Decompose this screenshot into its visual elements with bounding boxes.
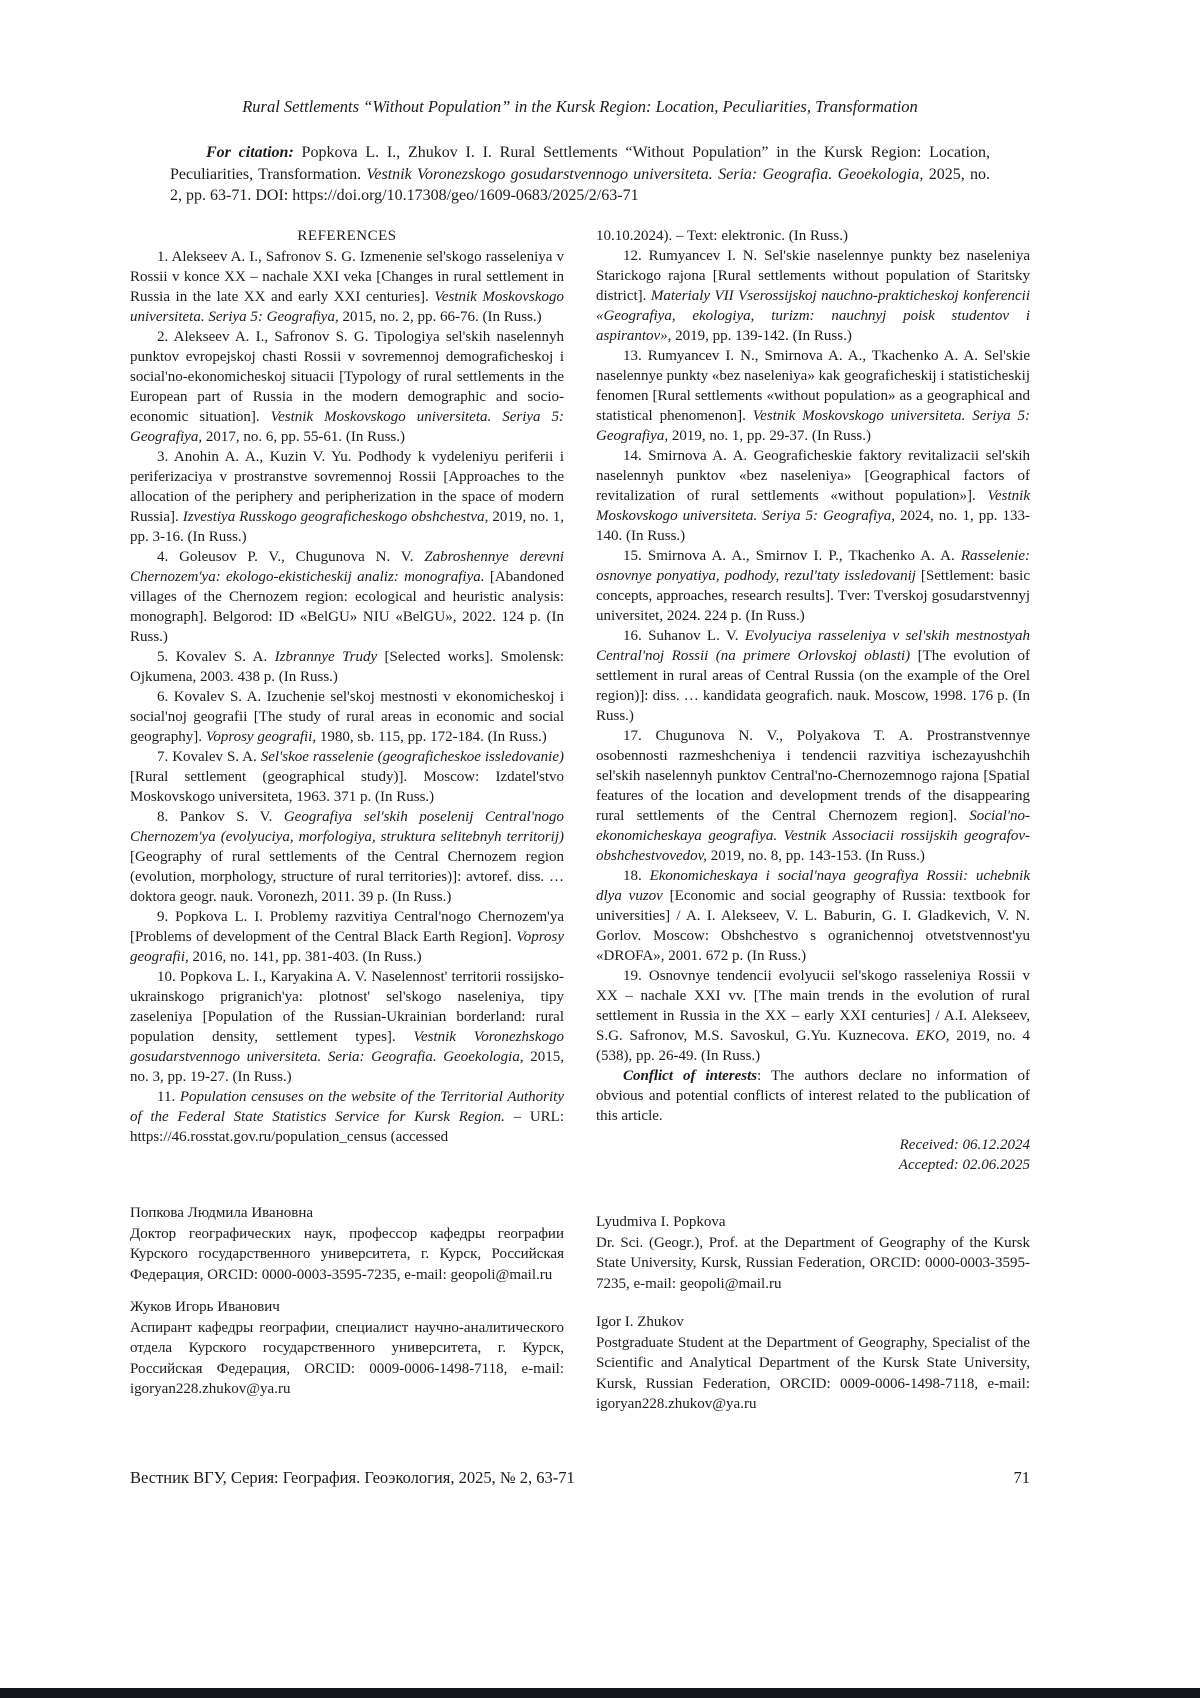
author-bio: Аспирант кафедры географии, специалист научно-аналитического отдела Курского государственного университета, г. Курск, Российская Федерация, ORCID: 0009-0006-1498-7118, e-mail: igoryan228.zhukov@ya.ru — [130, 1319, 564, 1397]
reference-19: 19. Osnovnye tendencii evolyucii sel'skogo rasseleniya Rossii v XX – nachale XXI vv. [The main trends in the evolution of rural settlement in Russia in the XX – early XXI centuries] / A.I. Alekseev, S.G. Safronov, M.S. Savoskul, G.Yu. Kuznecova. EKO, 2019, no. 4 (538), pp. 26-49. (In Russ.) — [596, 968, 1031, 1064]
authors-ru-column — [130, 1203, 564, 1433]
reference-11: 11. Population censuses on the website of the Territorial Authority of the Federal State Statistics Service for Kursk Region. – URL: https://46.rosstat.gov.ru/population_census (accessed — [130, 1089, 565, 1145]
author-name: Попкова Людмила Ивановна — [130, 1205, 314, 1221]
reference-11-continuation: 10.10.2024). – Text: elektronic. (In Russ.) — [596, 228, 848, 244]
reference-15: 15. Smirnova A. A., Smirnov I. P., Tkachenko A. A. Rasselenie: osnovnye ponyatiya, podhody, rezul'taty issledovanij [Settlement: basic concepts, approaches, research results]. Tver: Tverskoj gosudarstvennyj universitet, 2024. 224 p. (In Russ.) — [596, 548, 1030, 624]
accepted-date: Accepted: 02.06.2025 — [898, 1157, 1030, 1173]
conflict-of-interests: Conflict of interests: The authors declare no information of obvious and potential conflicts of interest related to the publication of this article. — [596, 1068, 1031, 1124]
received-date: Received: 06.12.2024 — [899, 1137, 1030, 1153]
reference-12: 12. Rumyancev I. N. Sel'skie naselennye punkty bez naseleniya Starickogo rajona [Rural settlements without population of Staritsky district]. Materialy VII Vserossijskoj nauchno-prakticheskoj konferencii «Geografiya, ekologiya, turizm: nauchnyj poisk studentov i aspirantov», 2019, pp. 139-142. (In Russ.) — [596, 248, 1031, 344]
author-entry-ru-zhukov — [130, 1297, 564, 1400]
references-columns — [130, 226, 1030, 1175]
author-name: Igor I. Zhukov — [596, 1314, 684, 1330]
page-footer — [130, 1468, 1030, 1488]
reference-13: 13. Rumyancev I. N., Smirnova A. A., Tkachenko A. A. Sel'skie naselennye punkty «bez naseleniya» kak geograficheskij i statisticheskij fenomen [Rural settlements «without population» as a geographical and statistical phenomenon]. Vestnik Moskovskogo universiteta. Seriya 5: Geografiya, 2019, no. 1, pp. 29-37. (In Russ.) — [596, 348, 1030, 444]
reference-6: 6. Kovalev S. A. Izuchenie sel'skoj mestnosti v ekonomicheskoj i social'noj geografii [The study of rural areas in economic and social geography]. Voprosy geografii, 1980, sb. 115, pp. 172-184. (In Russ.) — [130, 689, 564, 745]
citation-block: For citation: Popkova L. I., Zhukov I. I. Rural Settlements “Without Population” in the Kursk Region: Location, Peculiarities, Transformation. Vestnik Voronezskogo gosudarstvennogo universiteta. Seria: Geografia. Geoekologia, 2025, no. 2, pp. 63-71. DOI: https://doi.org/10.17308/geo/1609-0683/2025/2/63-71 — [170, 144, 990, 204]
author-entry-en-zhukov — [596, 1312, 1030, 1415]
authors-en-column — [596, 1203, 1030, 1433]
reference-7: 7. Kovalev S. A. Sel'skoe rasselenie (geograficheskoe issledovanie) [Rural settlement (geographical study)]. Moscow: Izdatel'stvo Moskovskogo universiteta, 1963. 371 p. (In Russ.) — [130, 749, 564, 805]
bottom-edge-bar — [0, 1688, 1200, 1698]
reference-1: 1. Alekseev A. I., Safronov S. G. Izmenenie sel'skogo rasseleniya v Rossii v konce XX – nachale XXI veka [Changes in rural settlement in Russia in the late XX and early XXI centuries]. Vestnik Moskovskogo universiteta. Seriya 5: Geografiya, 2015, no. 2, pp. 66-76. (In Russ.) — [130, 249, 564, 325]
author-name: Lyudmiva I. Popkova — [596, 1214, 726, 1230]
author-bio: Postgraduate Student at the Department of Geography, Specialist of the Scientific and Analytical Department of the Kursk State University, Kursk, Russian Federation, ORCID: 0009-0006-1498-7118, e-mail: igoryan228.zhukov@ya.ru — [596, 1334, 1030, 1412]
reference-18: 18. Ekonomicheskaya i social'naya geografiya Rossii: uchebnik dlya vuzov [Economic and social geography of Russia: textbook for universities] / A. I. Alekseev, V. L. Baburin, G. I. Gladkevich, V. N. Gorlov. Moscow: Obshchestvo s ogranichennoj otvetstvennost'yu «DROFA», 2001. 672 p. (In Russ.) — [596, 868, 1031, 964]
author-entry-ru-popkova — [130, 1203, 564, 1285]
references-right-column — [596, 226, 1030, 1175]
reference-17: 17. Chugunova N. V., Polyakova T. A. Prostranstvennye osobennosti razmeshcheniya i tendencii razvitiya ischezayushchih sel'skih naselennyh punktov Central'no-Chernozemnogo rajona [Spatial features of the location and development trends of the disappearing rural settlements of the Central Chernozem region]. Social'no-ekonomicheskaya geografiya. Vestnik Associacii rossijskih geografov-obshchestvovedov, 2019, no. 8, pp. 143-153. (In Russ.) — [596, 728, 1030, 864]
reference-16: 16. Suhanov L. V. Evolyuciya rasseleniya v sel'skih mestnostyah Central'noj Rossii (na primere Orlovskoj oblasti) [The evolution of settlement in rural areas of Central Russia (on the example of the Orel region)]: diss. … kandidata geografich. nauk. Moscow, 1998. 176 p. (In Russ.) — [596, 628, 1030, 724]
reference-2: 2. Alekseev A. I., Safronov S. G. Tipologiya sel'skih naselennyh punktov evropejskoj chasti Rossii v sovremennoj demograficheskoj i social'no-ekonomicheskoj situacii [Typology of rural settlements in the European part of Russia in the modern demographic and socio-economic situation]. Vestnik Moskovskogo universiteta. Seriya 5: Geografiya, 2017, no. 6, pp. 55-61. (In Russ.) — [130, 329, 564, 445]
reference-14: 14. Smirnova A. A. Geograficheskie faktory revitalizacii sel'skih naselennyh punktov «bez naseleniya» [Geographical factors of revitalization of rural settlements «without population»]. Vestnik Moskovskogo universiteta. Seriya 5: Geografiya, 2024, no. 1, pp. 133-140. (In Russ.) — [596, 448, 1030, 544]
author-bio: Dr. Sci. (Geogr.), Prof. at the Department of Geography of the Kursk State University, Kursk, Russian Federation, ORCID: 0000-0003-3595-7235, e-mail: geopoli@mail.ru — [596, 1234, 1030, 1292]
author-entry-en-popkova — [596, 1212, 1030, 1294]
references-heading: REFERENCES — [297, 228, 397, 244]
reference-3: 3. Anohin A. A., Kuzin V. Yu. Podhody k vydeleniyu periferii i periferizaciya v prostranstve sovremennoj Rossii [Approaches to the allocation of the periphery and peripherization in the space of modern Russia]. Izvestiya Russkogo geograficheskogo obshchestva, 2019, no. 1, pp. 3-16. (In Russ.) — [130, 449, 565, 545]
authors-section — [130, 1203, 1030, 1433]
references-left-column — [130, 226, 564, 1175]
dates-block — [596, 1135, 1030, 1175]
running-head: Rural Settlements “Without Population” in the Kursk Region: Location, Peculiarities, Transformation — [242, 97, 918, 116]
reference-5: 5. Kovalev S. A. Izbrannye Trudy [Selected works]. Smolensk: Ojkumena, 2003. 438 p. (In Russ.) — [130, 649, 564, 685]
footer-journal-line: Вестник ВГУ, Серия: География. Геоэкология, 2025, № 2, 63-71 — [130, 1468, 575, 1487]
author-name: Жуков Игорь Иванович — [130, 1299, 280, 1315]
reference-4: 4. Goleusov P. V., Chugunova N. V. Zabroshennye derevni Chernozem'ya: ekologo-ekisticheskij analiz: monografiya. [Abandoned villages of the Chernozem region: ecological and heuristic analysis: monograph]. Belgorod: ID «BelGU» NIU «BelGU», 2022. 124 p. (In Russ.) — [130, 549, 564, 645]
footer-page-number: 71 — [1013, 1468, 1030, 1487]
reference-8: 8. Pankov S. V. Geografiya sel'skih poselenij Central'nogo Chernozem'ya (evolyuciya, morfologiya, struktura selitebnyh territorij) [Geography of rural settlements of the Central Chernozem region (evolution, morphology, structure of rural territories)]: avtoref. diss. … doktora geogr. nauk. Voronezh, 2011. 39 p. (In Russ.) — [130, 809, 564, 905]
reference-9: 9. Popkova L. I. Problemy razvitiya Central'nogo Chernozem'ya [Problems of development of the Central Black Earth Region]. Voprosy geografii, 2016, no. 141, pp. 381-403. (In Russ.) — [130, 909, 564, 965]
reference-10: 10. Popkova L. I., Karyakina A. V. Naselennost' territorii rossijsko-ukrainskogo prigranich'ya: plotnost' sel'skogo naseleniya, tipy zaseleniya [Population of the Russian-Ukrainian borderland: rural population density, settlement types]. Vestnik Voronezhskogo gosudarstvennogo universiteta. Seria: Geografia. Geoekologia, 2015, no. 3, pp. 19-27. (In Russ.) — [130, 969, 565, 1085]
author-bio: Доктор географических наук, профессор кафедры географии Курского государственного университета, г. Курск, Российская Федерация, ORCID: 0000-0003-3595-7235, e-mail: geopoli@mail.ru — [130, 1225, 564, 1283]
